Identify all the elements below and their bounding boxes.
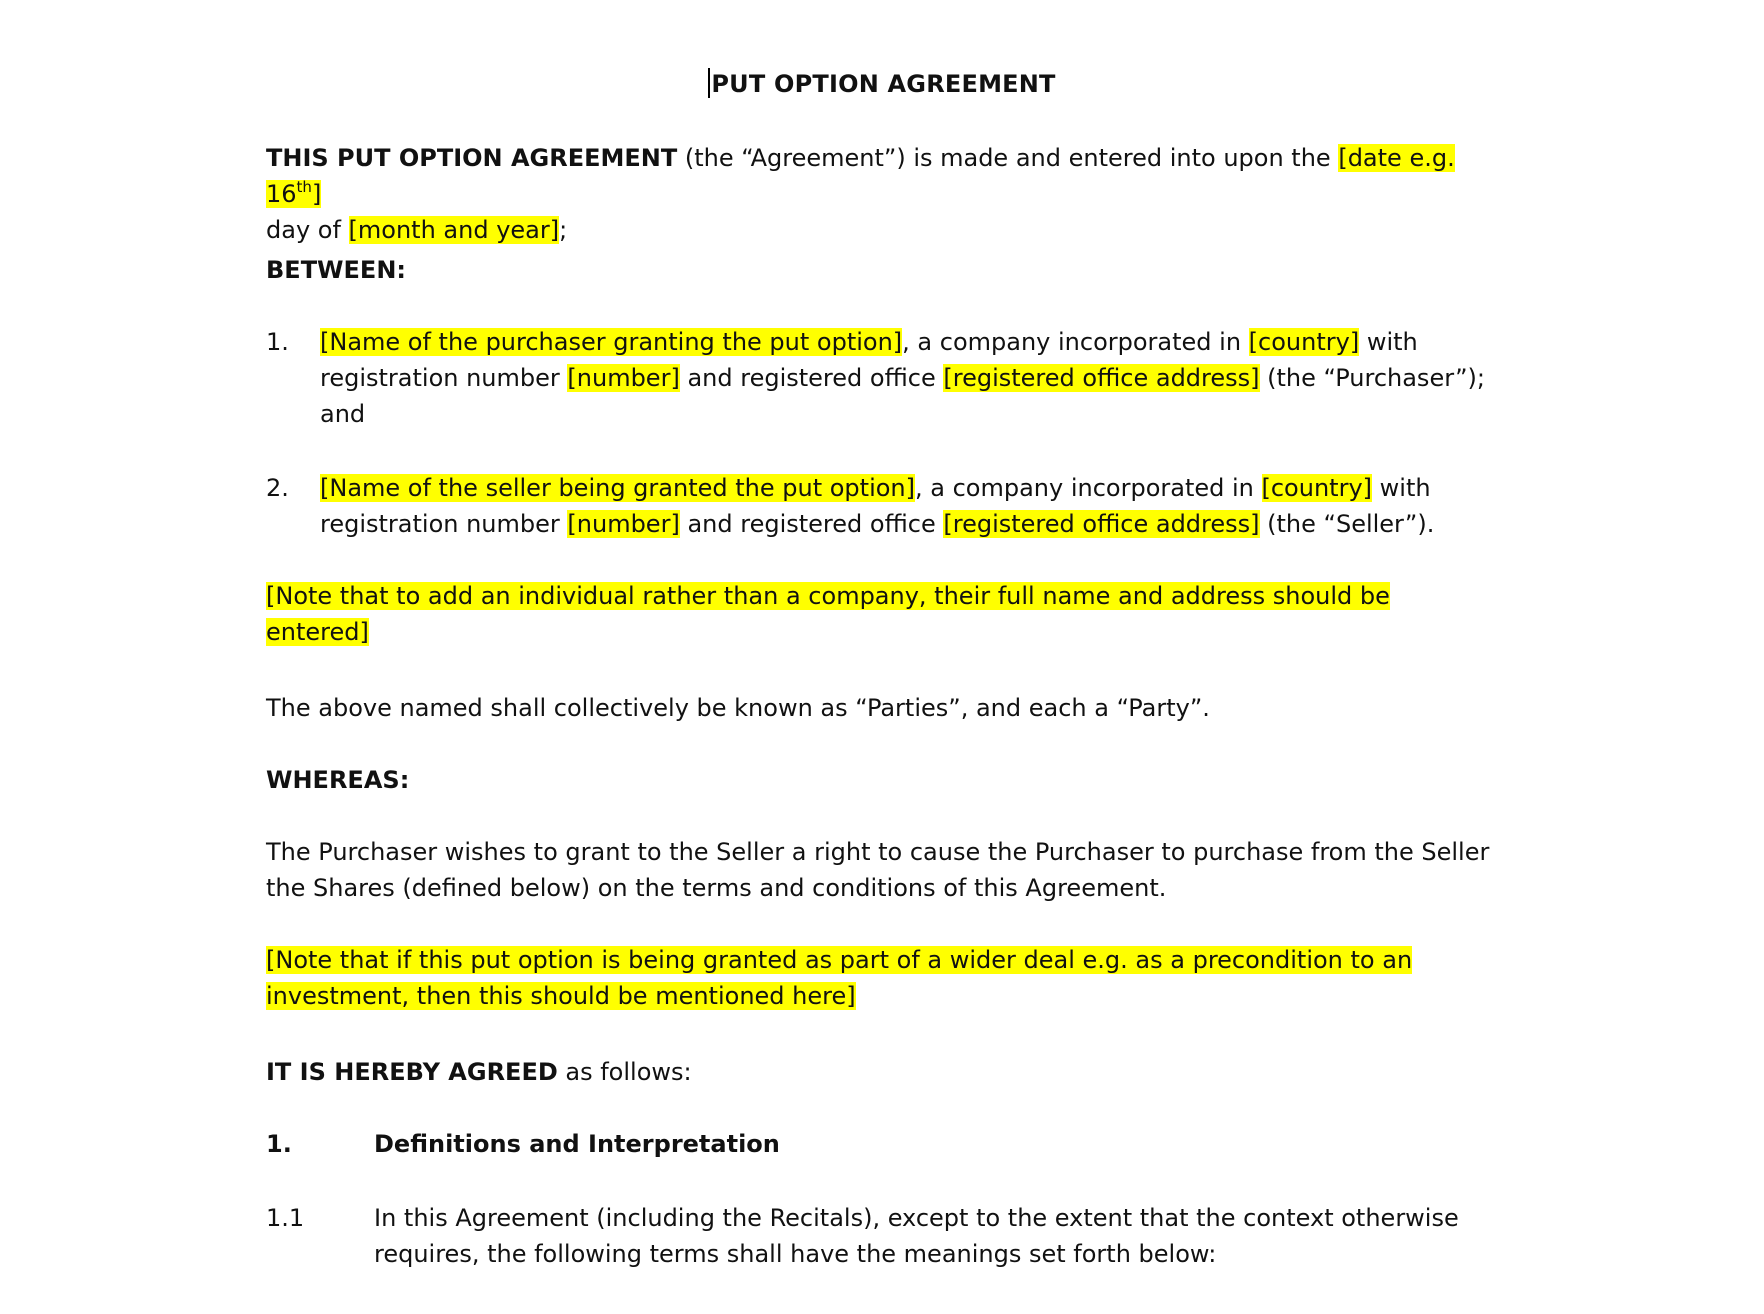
party-1-number: 1. (266, 328, 289, 356)
whereas-heading: WHEREAS: (266, 766, 410, 794)
parties-known-text: The above named shall collectively be known as “Parties”, and each a “Party”. (266, 694, 1210, 722)
section-1-title: Definitions and Interpretation (374, 1130, 780, 1158)
purchaser-name-placeholder: [Name of the purchaser granting the put option] (320, 328, 903, 356)
purchaser-country-placeholder: [country] (1248, 328, 1360, 356)
party-1-text: [Name of the purchaser granting the put option], a company incorporated in [country] with registration number [number] and registered office [registered office address] (the “Purchaser”); and (320, 328, 1485, 428)
intro-bold: THIS PUT OPTION AGREEMENT (266, 144, 678, 172)
seller-name-placeholder: [Name of the seller being granted the put option] (320, 474, 915, 502)
section-1-number: 1. (266, 1130, 292, 1158)
intro-paragraph: THIS PUT OPTION AGREEMENT (the “Agreement”) is made and entered into upon the [date e.g. 16th] day of [month and year]; (266, 144, 1455, 244)
month-year-placeholder: [month and year] (348, 216, 560, 244)
document-title: PUT OPTION AGREEMENT (0, 66, 1764, 102)
date-placeholder: [date e.g. 16th] (266, 144, 1455, 208)
party-2-text: [Name of the seller being granted the put option], a company incorporated in [country] with registration number [number] and registered office [registered office address] (the “Seller”). (320, 474, 1435, 538)
note-wider-deal: [Note that if this put option is being granted as part of a wider deal e.g. as a precondition to an investment, then this should be mentioned here] (266, 946, 1413, 1010)
between-heading: BETWEEN: (266, 256, 407, 284)
purchaser-address-placeholder: [registered office address] (943, 364, 1260, 392)
seller-address-placeholder: [registered office address] (943, 510, 1260, 538)
clause-1-1-text: In this Agreement (including the Recitals), except to the extent that the context otherwise requires, the following terms shall have the meanings set forth below: (374, 1204, 1459, 1268)
agreed-paragraph: IT IS HEREBY AGREED as follows: (266, 1058, 692, 1086)
clause-1-1-number: 1.1 (266, 1204, 305, 1232)
purchaser-number-placeholder: [number] (567, 364, 680, 392)
party-2-number: 2. (266, 474, 289, 502)
whereas-text: The Purchaser wishes to grant to the Seller a right to cause the Purchaser to purchase from the Seller the Shares (defined below) on the terms and conditions of this Agreement. (266, 838, 1490, 902)
seller-number-placeholder: [number] (567, 510, 680, 538)
note-individual: [Note that to add an individual rather than a company, their full name and address should be entered] (266, 582, 1390, 646)
seller-country-placeholder: [country] (1261, 474, 1373, 502)
